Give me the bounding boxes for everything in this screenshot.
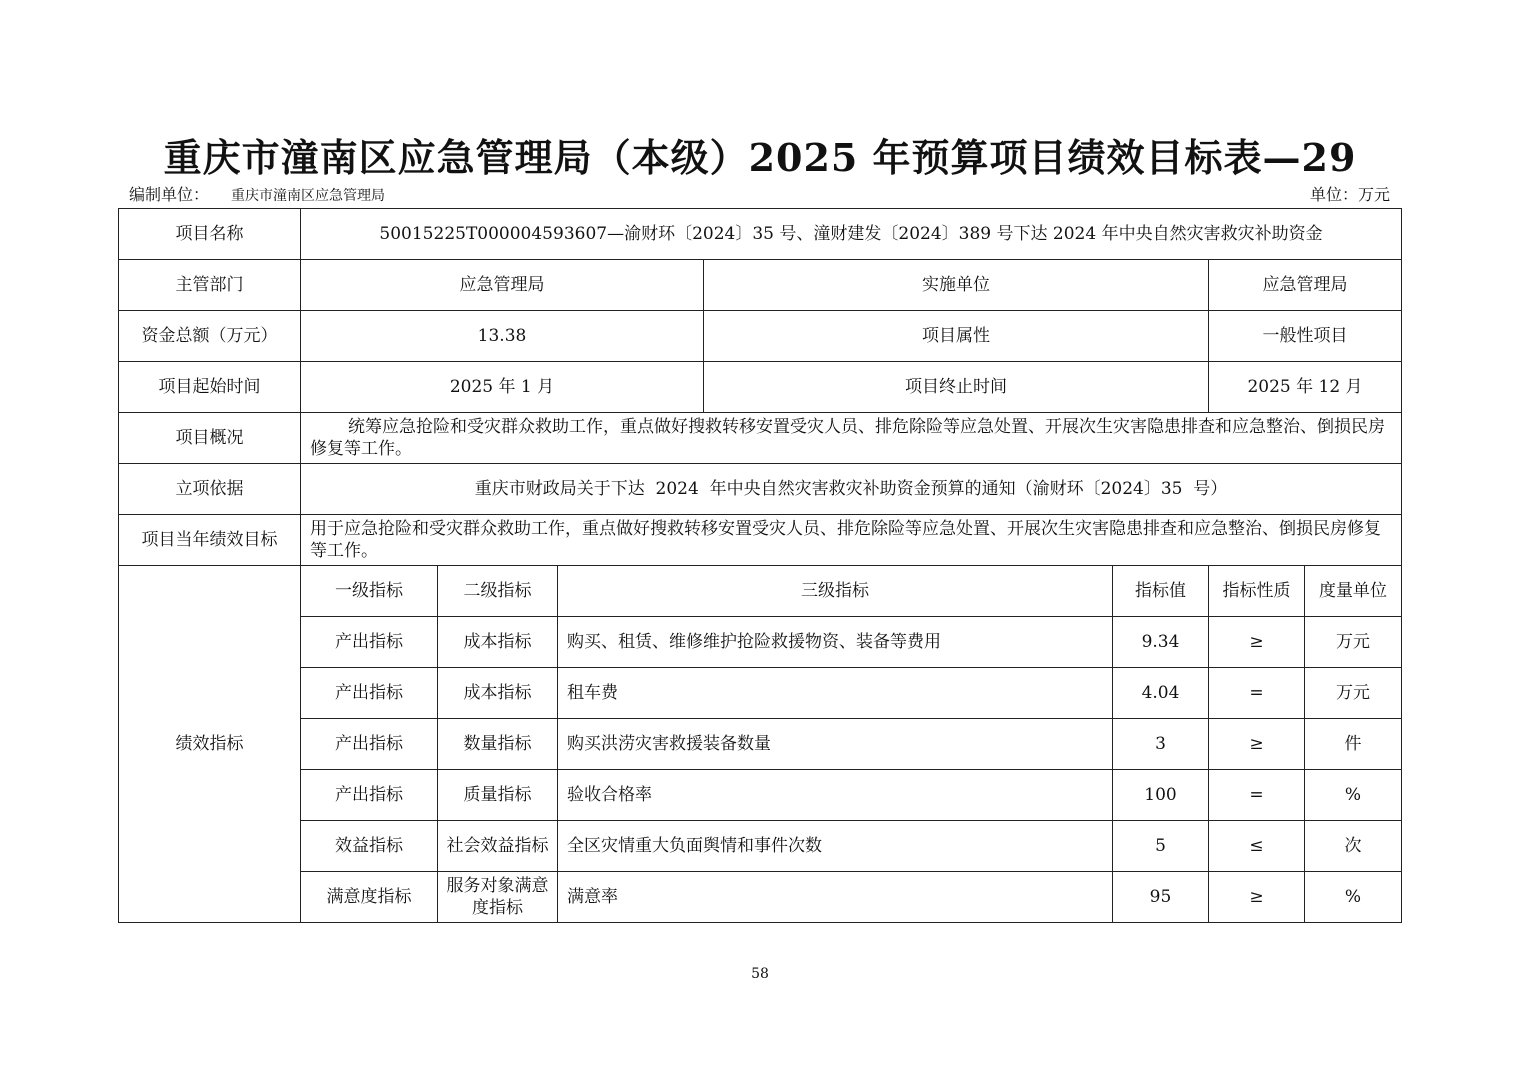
table-row bbox=[119, 719, 1402, 770]
indicator-unit: 次 bbox=[1305, 821, 1402, 872]
header-level3: 三级指标 bbox=[558, 566, 1113, 617]
indicator-value: 95 bbox=[1113, 872, 1209, 923]
indicator-level3: 购买洪涝灾害救援装备数量 bbox=[558, 719, 1113, 770]
goal-label: 项目当年绩效目标 bbox=[119, 515, 301, 566]
indicator-unit: 万元 bbox=[1305, 668, 1402, 719]
header-nature: 指标性质 bbox=[1209, 566, 1305, 617]
compiling-unit-name: 重庆市潼南区应急管理局 bbox=[231, 188, 386, 204]
indicator-level3: 购买、租赁、维修维护抢险救援物资、装备等费用 bbox=[558, 617, 1113, 668]
indicator-nature: ≥ bbox=[1209, 617, 1305, 668]
indicator-level3: 租车费 bbox=[558, 668, 1113, 719]
impl-label: 实施单位 bbox=[704, 260, 1209, 311]
indicator-value: 5 bbox=[1113, 821, 1209, 872]
table-row bbox=[119, 413, 1402, 464]
table-row bbox=[119, 566, 1402, 617]
indicator-unit: % bbox=[1305, 770, 1402, 821]
basis-value: 重庆市财政局关于下达 2024 年中央自然灾害救灾补助资金预算的通知（渝财环〔2024〕35 号） bbox=[301, 464, 1402, 515]
indicator-level1: 产出指标 bbox=[301, 719, 438, 770]
indicator-level1: 产出指标 bbox=[301, 770, 438, 821]
dept-label: 主管部门 bbox=[119, 260, 301, 311]
currency-unit: 单位：万元 bbox=[1309, 185, 1390, 204]
indicator-level2: 成本指标 bbox=[438, 617, 558, 668]
indicator-nature: ≥ bbox=[1209, 872, 1305, 923]
indicator-value: 3 bbox=[1113, 719, 1209, 770]
start-value: 2025 年 1 月 bbox=[301, 362, 704, 413]
indicator-level3: 验收合格率 bbox=[558, 770, 1113, 821]
indicator-nature: = bbox=[1209, 668, 1305, 719]
indicator-value: 9.34 bbox=[1113, 617, 1209, 668]
attr-value: 一般性项目 bbox=[1209, 311, 1402, 362]
indicator-level2: 社会效益指标 bbox=[438, 821, 558, 872]
performance-target-table bbox=[118, 208, 1402, 923]
table-row bbox=[119, 821, 1402, 872]
indicator-level3: 满意率 bbox=[558, 872, 1113, 923]
funds-value: 13.38 bbox=[301, 311, 704, 362]
indicator-level2: 服务对象满意度指标 bbox=[438, 872, 558, 923]
funds-label: 资金总额（万元） bbox=[119, 311, 301, 362]
indicator-level2: 成本指标 bbox=[438, 668, 558, 719]
page-number: 58 bbox=[751, 966, 769, 982]
header-level2: 二级指标 bbox=[438, 566, 558, 617]
indicator-level1: 效益指标 bbox=[301, 821, 438, 872]
table-row bbox=[119, 362, 1402, 413]
indicator-nature: = bbox=[1209, 770, 1305, 821]
indicators-section-label: 绩效指标 bbox=[119, 566, 301, 923]
dept-value: 应急管理局 bbox=[301, 260, 704, 311]
compiling-unit bbox=[129, 184, 385, 207]
end-value: 2025 年 12 月 bbox=[1209, 362, 1402, 413]
indicator-unit: 件 bbox=[1305, 719, 1402, 770]
indicator-level1: 满意度指标 bbox=[301, 872, 438, 923]
header-level1: 一级指标 bbox=[301, 566, 438, 617]
indicator-value: 4.04 bbox=[1113, 668, 1209, 719]
indicator-nature: ≤ bbox=[1209, 821, 1305, 872]
indicator-level1: 产出指标 bbox=[301, 617, 438, 668]
indicator-level2: 数量指标 bbox=[438, 719, 558, 770]
indicator-value: 100 bbox=[1113, 770, 1209, 821]
indicator-unit: 万元 bbox=[1305, 617, 1402, 668]
overview-cell bbox=[301, 413, 1402, 464]
table-row bbox=[119, 872, 1402, 923]
header-value: 指标值 bbox=[1113, 566, 1209, 617]
indicator-level1: 产出指标 bbox=[301, 668, 438, 719]
header-unit: 度量单位 bbox=[1305, 566, 1402, 617]
table-row bbox=[119, 770, 1402, 821]
impl-value: 应急管理局 bbox=[1209, 260, 1402, 311]
end-label: 项目终止时间 bbox=[704, 362, 1209, 413]
compiling-unit-label: 编制单位： bbox=[129, 185, 210, 204]
table-row bbox=[119, 260, 1402, 311]
table-row bbox=[119, 515, 1402, 566]
indicator-unit: % bbox=[1305, 872, 1402, 923]
indicator-nature: ≥ bbox=[1209, 719, 1305, 770]
basis-label: 立项依据 bbox=[119, 464, 301, 515]
overview-value: 统筹应急抢险和受灾群众救助工作，重点做好搜救转移安置受灾人员、排危除险等应急处置、开展次生灾害隐患排查和应急整治、倒损民房修复等工作。 bbox=[310, 417, 1385, 459]
overview-label: 项目概况 bbox=[119, 413, 301, 464]
page-title: 重庆市潼南区应急管理局（本级）2025 年预算项目绩效目标表—29 bbox=[163, 135, 1357, 180]
table-row bbox=[119, 617, 1402, 668]
project-name-label: 项目名称 bbox=[119, 209, 301, 260]
indicator-level2: 质量指标 bbox=[438, 770, 558, 821]
project-name-value: 50015225T000004593607—渝财环〔2024〕35 号、潼财建发〔2024〕389 号下达 2024 年中央自然灾害救灾补助资金 bbox=[301, 209, 1402, 260]
table-row bbox=[119, 668, 1402, 719]
table-row bbox=[119, 311, 1402, 362]
table-row bbox=[119, 209, 1402, 260]
table-row bbox=[119, 464, 1402, 515]
start-label: 项目起始时间 bbox=[119, 362, 301, 413]
attr-label: 项目属性 bbox=[704, 311, 1209, 362]
indicator-level3: 全区灾情重大负面舆情和事件次数 bbox=[558, 821, 1113, 872]
goal-value: 用于应急抢险和受灾群众救助工作，重点做好搜救转移安置受灾人员、排危除险等应急处置、开展次生灾害隐患排查和应急整治、倒损民房修复等工作。 bbox=[301, 515, 1402, 566]
